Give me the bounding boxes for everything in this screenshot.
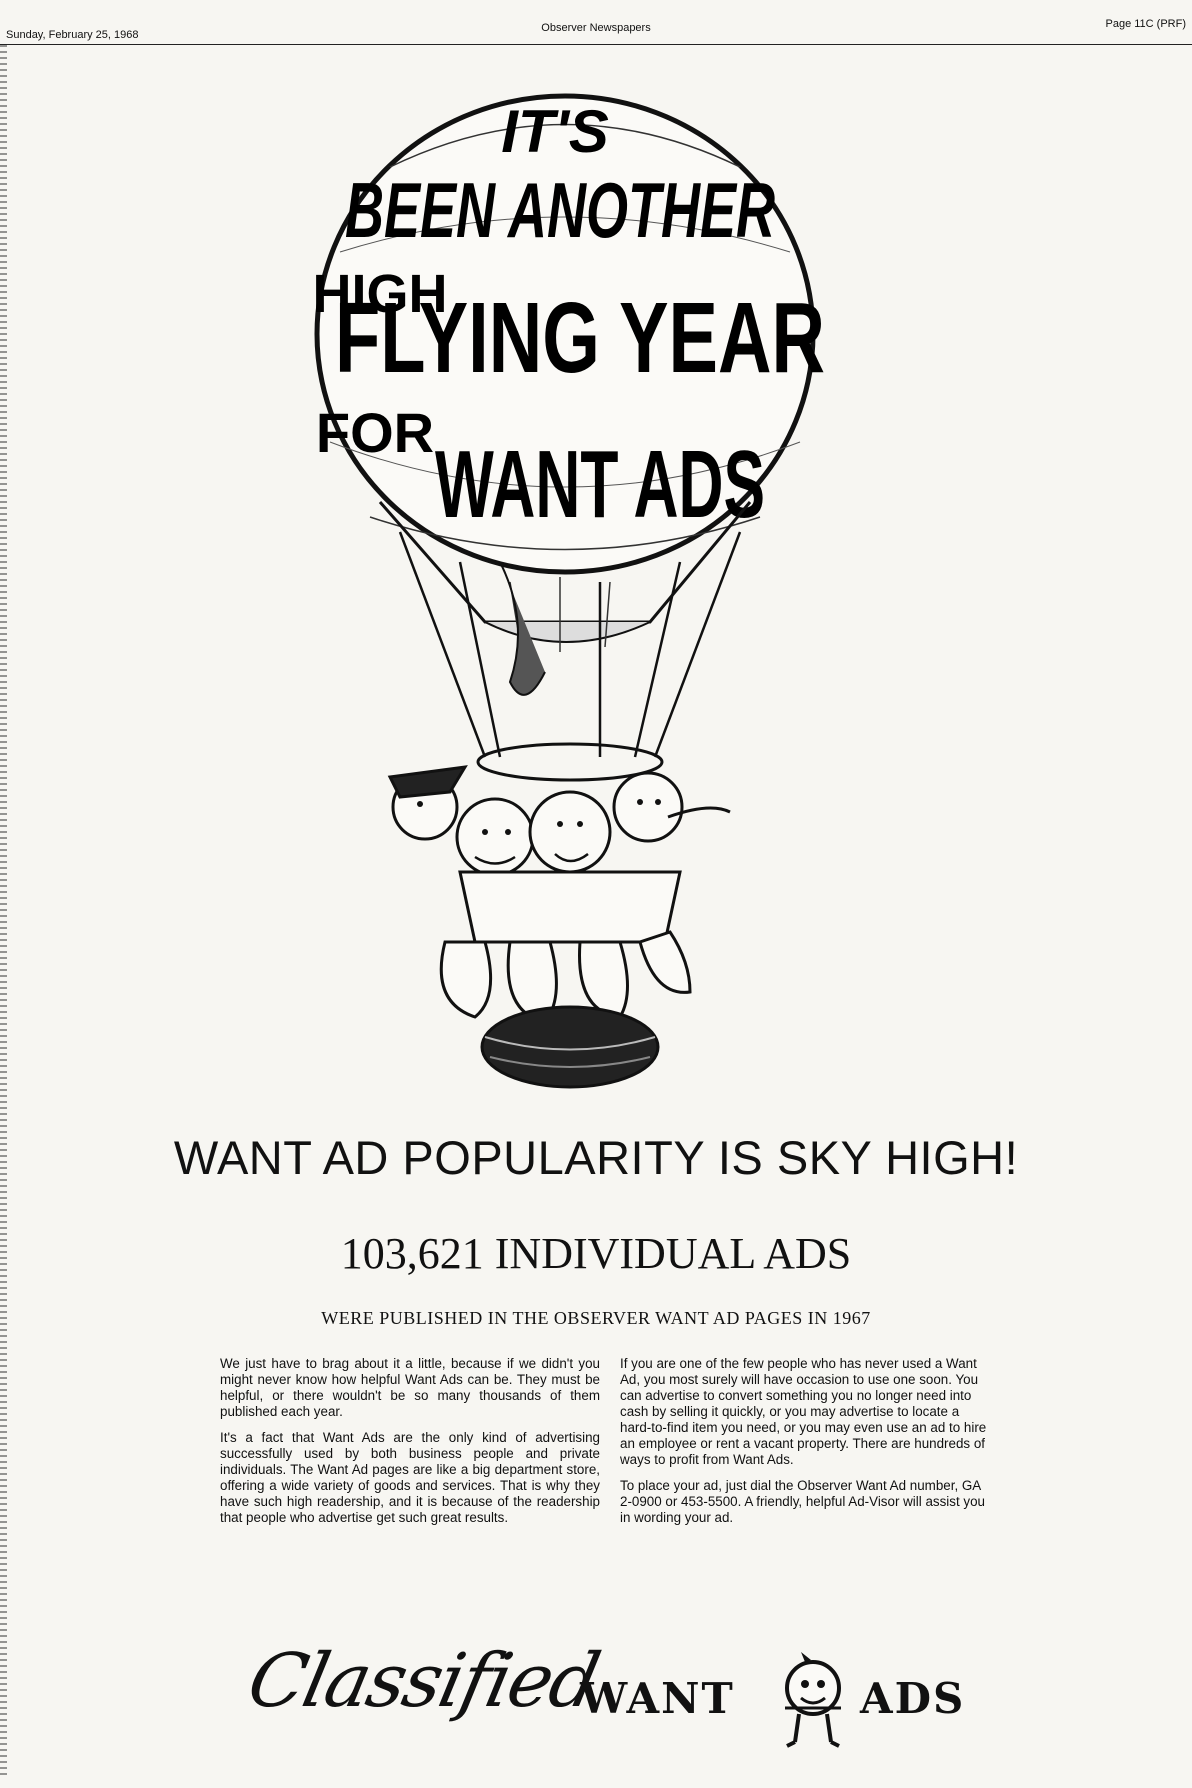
balloon-line-6: WANT ADS [435, 431, 765, 538]
ads-wordmark: ADS [860, 1674, 966, 1723]
body-paragraph: We just have to brag about it a little, because if we didn't you might never know how helpful Want Ads can be. They must be helpful, or there wouldn't be so many thousands of them published each year. [220, 1356, 600, 1419]
balloon-line-3: HIGH [312, 264, 448, 324]
body-column-left [220, 1356, 600, 1536]
balloon-line-1: IT'S [501, 98, 609, 165]
body-paragraph: It's a fact that Want Ads are the only kind of advertising successfully used by both business people and private individuals. The Want Ad pages are like a big department store, offering a wide variety of goods and services. That is why they have such high readership, and it is because of the readership that people who advertise get such great results. [220, 1430, 600, 1525]
classified-want-ads-logo [240, 1630, 970, 1750]
basket [482, 1007, 658, 1087]
header-page-number: Page 11C (PRF) [1105, 18, 1186, 30]
body-column-right [620, 1356, 992, 1536]
header-date: Sunday, February 25, 1968 [6, 29, 139, 41]
body-paragraph: If you are one of the few people who has never used a Want Ad, you most surely will have occasion to use one soon. You can advertise to convert something you no longer need into cash by selling it quickly, or you may advertise to locate a hard-to-find item you need, or you may even use an ad to hire an employee or rent a vacant property. There are hundreds of ways to profit from Want Ads. [620, 1356, 987, 1467]
statistic-subline: WERE PUBLISHED IN THE OBSERVER WANT AD PAGES IN 1967 [321, 1308, 871, 1328]
hot-air-balloon-illustration [270, 62, 870, 1092]
balloon-line-4: FLYING YEAR [335, 282, 825, 394]
header-publication: Observer Newspapers [541, 22, 651, 34]
page-edge-scan-artifact [0, 45, 7, 1775]
page-header [0, 18, 1192, 45]
want-wordmark: WANT [580, 1674, 735, 1723]
ad-count-statistic: 103,621 INDIVIDUAL ADS [340, 1229, 852, 1278]
passenger-face [614, 773, 682, 841]
balloon-line-2: BEEN ANOTHER [345, 166, 775, 254]
balloon-line-5: FOR [315, 401, 435, 464]
classified-script-wordmark: Classified [240, 1638, 606, 1724]
body-paragraph: To place your ad, just dial the Observer Want Ad number, GA 2-0900 or 453-5500. A friendly, helpful Ad-Visor will assist you in wording your ad. [620, 1478, 985, 1525]
main-headline: WANT AD POPULARITY IS SKY HIGH! [173, 1131, 1019, 1184]
ad-visor-mascot-icon [765, 1650, 865, 1750]
